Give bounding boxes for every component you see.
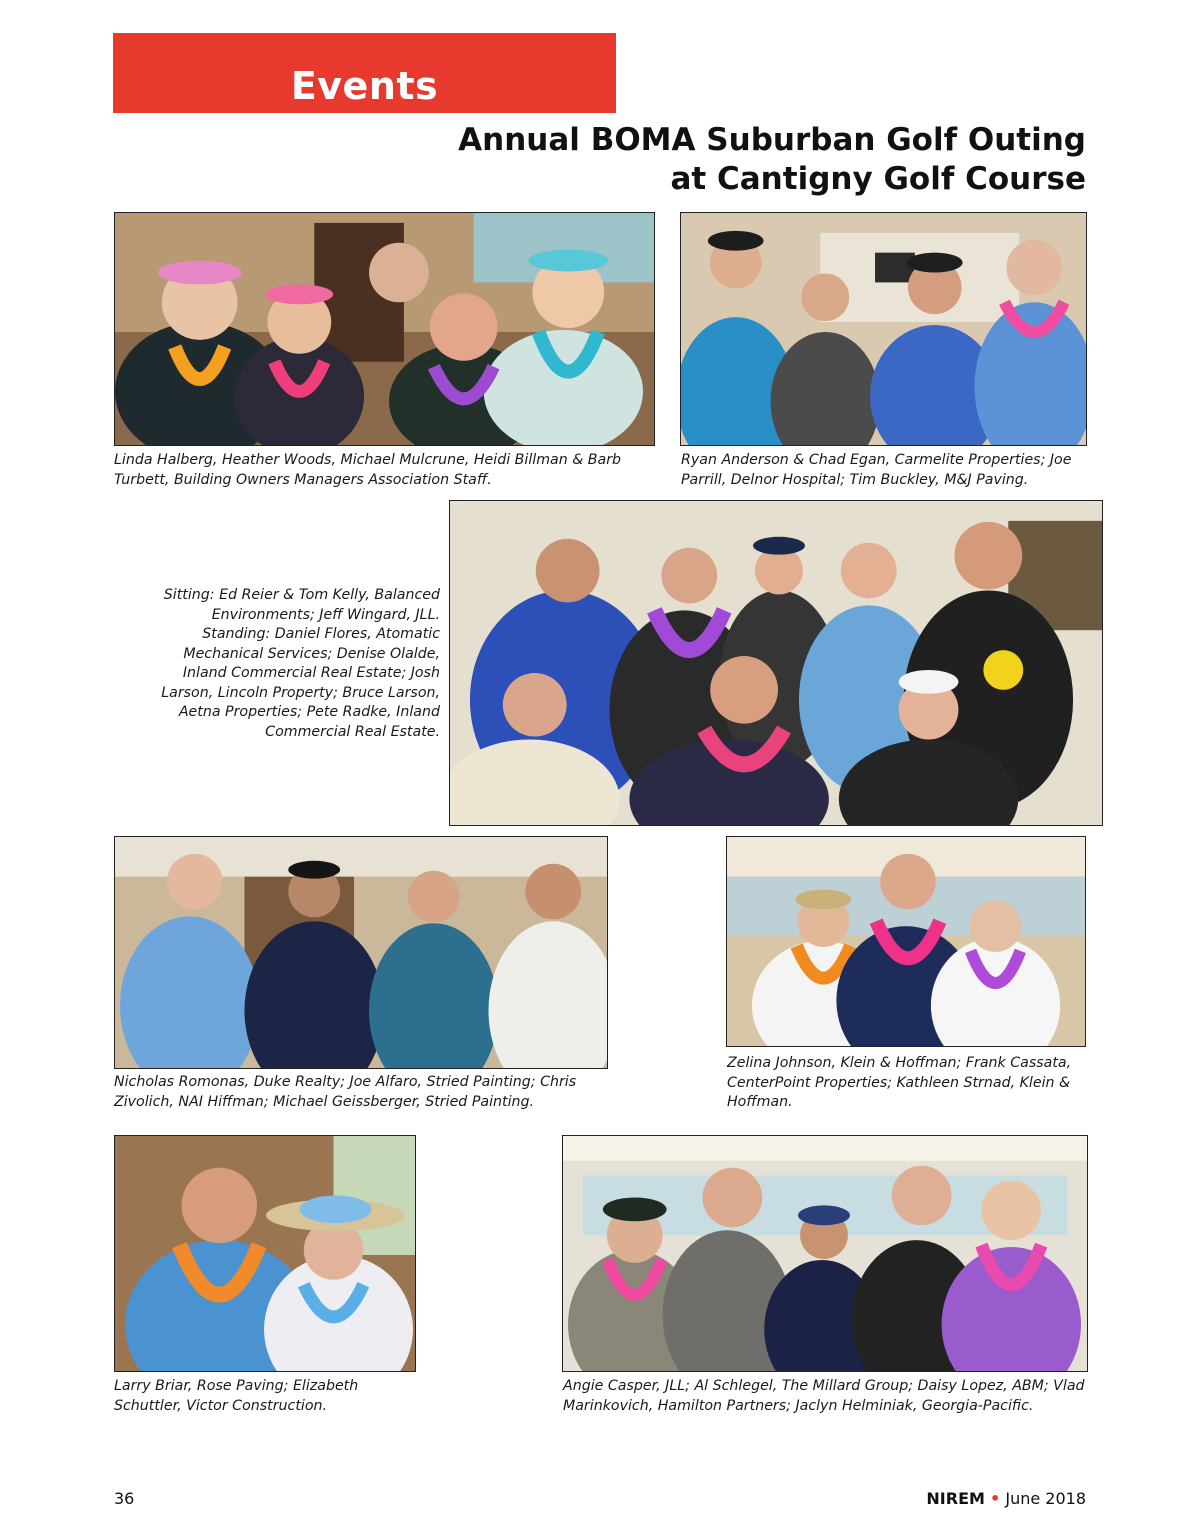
caption-photo-5: Zelina Johnson, Klein & Hoffman; Frank Cassata, CenterPoint Properties; Kathleen Strnad, Klein & Hoffman. bbox=[727, 1055, 1072, 1110]
publication-name: NIREM bbox=[926, 1489, 985, 1508]
page-number: 36 bbox=[114, 1489, 135, 1508]
caption-photo-3-line: Inland Commercial Real Estate; Josh bbox=[182, 665, 440, 681]
caption-photo-3-line: Commercial Real Estate. bbox=[265, 723, 440, 740]
caption-photo-3-line: Sitting: Ed Reier & Tom Kelly, Balanced bbox=[163, 587, 440, 603]
caption-photo-3-line: Larson, Lincoln Property; Bruce Larson, bbox=[161, 684, 440, 701]
photo-jll-millard-abm-group bbox=[562, 1135, 1088, 1372]
section-banner bbox=[113, 33, 616, 113]
photo-boma-staff bbox=[114, 212, 655, 446]
caption-photo-3-line: Standing: Daniel Flores, Atomatic bbox=[202, 626, 440, 642]
footer-separator: • bbox=[990, 1489, 1001, 1508]
photo-klein-hoffman-group bbox=[726, 836, 1086, 1047]
caption-photo-3-line: Mechanical Services; Denise Olalde, bbox=[183, 645, 440, 662]
caption-photo-7: Angie Casper, JLL; Al Schlegel, The Millard Group; Daisy Lopez, ABM; Vlad Marinkovich, Hamilton Partners; Jaclyn Helminiak, Georgia-Pacific. bbox=[563, 1378, 1085, 1414]
caption-photo-2: Ryan Anderson & Chad Egan, Carmelite Properties; Joe Parrill, Delnor Hospital; Tim Buckley, M&J Paving. bbox=[681, 452, 1072, 488]
caption-photo-4: Nicholas Romonas, Duke Realty; Joe Alfaro, Stried Painting; Chris Zivolich, NAI Hiffman; Michael Geissberger, Stried Painting. bbox=[114, 1074, 577, 1110]
section-title: Events bbox=[290, 64, 439, 108]
caption-photo-3-line: Environments; Jeff Wingard, JLL. bbox=[211, 606, 440, 623]
caption-photo-3-line: Aetna Properties; Pete Radke, Inland bbox=[178, 704, 440, 720]
footer-publication-line bbox=[926, 1489, 1086, 1508]
photo-sitting-standing-group bbox=[449, 500, 1103, 826]
caption-photo-1: Linda Halberg, Heather Woods, Michael Mulcrune, Heidi Billman & Barb Turbett, Building Owners Managers Association Staff. bbox=[114, 452, 622, 488]
caption-photo-3 bbox=[140, 586, 440, 742]
issue-date: June 2018 bbox=[1005, 1489, 1086, 1508]
caption-photo-6: Larry Briar, Rose Paving; Elizabeth Schuttler, Victor Construction. bbox=[114, 1378, 359, 1414]
photo-duke-stried-nai-group bbox=[114, 836, 608, 1069]
headline-line-1: Annual BOMA Suburban Golf Outing bbox=[458, 122, 1086, 158]
photo-rose-victor-pair bbox=[114, 1135, 416, 1372]
headline-line-2: at Cantigny Golf Course bbox=[670, 161, 1086, 197]
photo-carmelite-delnor-group bbox=[680, 212, 1087, 446]
